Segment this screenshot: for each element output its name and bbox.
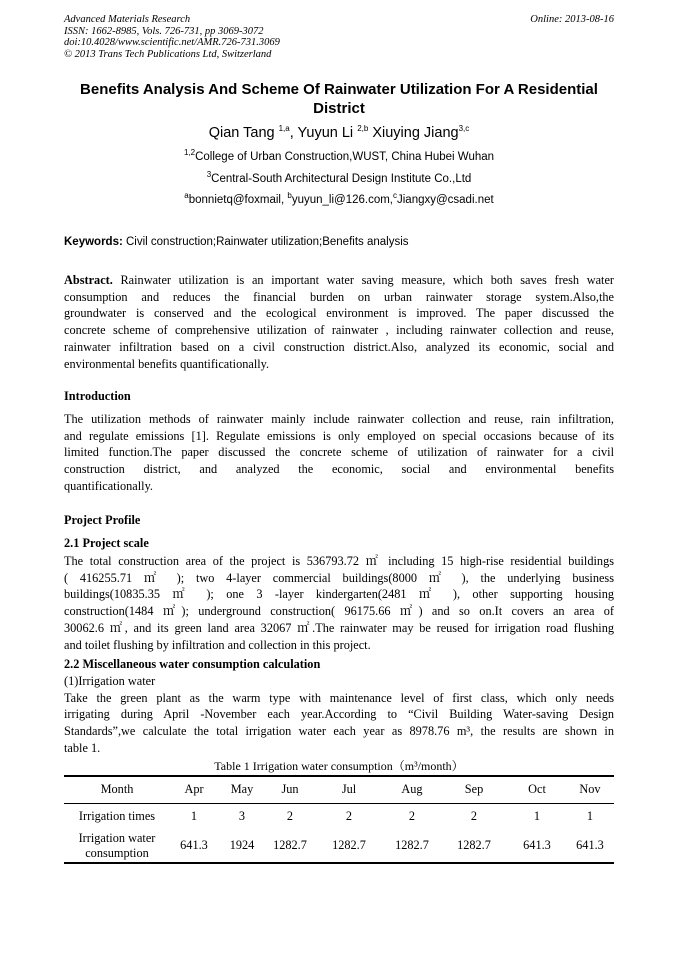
table-cell: 641.3	[508, 829, 566, 863]
table-row	[64, 829, 614, 863]
journal-name: Advanced Materials Research	[64, 14, 191, 25]
row-label: Irrigation times	[78, 808, 156, 823]
sec21-line: and toilet flushing by infiltration and collection in this project.	[64, 637, 371, 652]
irrigation-table	[64, 775, 614, 864]
copyright-line: © 2013 Trans Tech Publications Ltd, Switzerland	[64, 48, 272, 60]
sec21-line: 30062.6 ㎡, and its green land area 32067 ㎡.The rainwater may be reused for irrigation road flushing	[64, 620, 614, 635]
table-cell: 641.3	[566, 829, 614, 863]
aff-1-sup: 1,2	[183, 148, 196, 158]
abstract-line: consumption and reduces the financial burden on urban rainwater storage system.Also,the	[64, 289, 614, 304]
abstract-label: Abstract.	[64, 273, 113, 287]
sec21-line: construction(1484 ㎡); underground construction( 96175.66 ㎡) and so on.It covers an area of	[64, 604, 614, 619]
affiliation-2	[64, 170, 614, 185]
intro-line: limited function.The paper discussed the concrete scheme of utilization of rainwater for a civil	[64, 445, 614, 460]
section-2-2-text	[64, 673, 614, 757]
table-row	[64, 803, 614, 829]
row-label-line: Irrigation water	[78, 830, 156, 845]
author-3-sup: 3,c	[458, 124, 470, 134]
keywords-text: Civil construction;Rainwater utilization;Benefits analysis	[122, 236, 409, 248]
project-profile-heading: Project Profile	[64, 513, 141, 527]
issn-line: ISSN: 1662-8985, Vols. 726-731, pp 3069-3072	[64, 25, 264, 37]
table-cell: 641.3	[170, 829, 218, 863]
table-cell: 2	[286, 808, 294, 823]
author-1-sup: 1,a	[278, 124, 290, 134]
email-a[interactable]: bonnietq@foxmail,	[188, 194, 288, 206]
keywords	[64, 236, 409, 248]
author-list	[64, 125, 614, 141]
online-date: Online: 2013-08-16	[530, 14, 614, 25]
journal-header	[64, 14, 280, 60]
table-cell: 1282.7	[266, 829, 314, 863]
table-header-cell: May	[218, 776, 266, 803]
table-cell: 2	[470, 808, 478, 823]
affiliation-1	[64, 148, 614, 163]
sec22-subheading: (1)Irrigation water	[64, 674, 156, 688]
table-cell: 2	[345, 808, 353, 823]
sec21-line: buildings(10835.35 ㎡ ); one 3 -layer kindergarten(2481 ㎡ ), other supporting housing	[64, 587, 614, 602]
email-c-sup: c	[393, 191, 397, 201]
intro-line: construction district, and analyzed the economic, social and environmental benefits	[64, 462, 614, 477]
abstract-line: concrete scheme of comprehensive utilization of rainwater , including rainwater collection and reuse,	[64, 323, 614, 338]
aff-2-sup: 3	[206, 170, 212, 180]
author-2: , Yuyun Li	[289, 125, 358, 141]
title-line-2: District	[313, 100, 365, 117]
sec21-line: The total construction area of the project is 536793.72 ㎡ including 15 high-rise residential buildings	[64, 554, 614, 568]
email-a-sup: a	[184, 191, 189, 201]
table-cell: 1924	[218, 829, 266, 863]
intro-line: and regulate emissions [1]. Regulate emissions is only employed on special occasions because of its	[64, 428, 614, 443]
table-cell: 1	[533, 808, 541, 823]
author-1: Qian Tang	[208, 125, 279, 141]
section-2-1-text	[64, 553, 614, 653]
email-b[interactable]: yuyun_li@126.com,	[291, 194, 393, 206]
intro-line: quantificationally.	[64, 478, 154, 493]
title-line-1: Benefits Analysis And Scheme Of Rainwater Utilization For A Residential	[80, 81, 598, 98]
table-header-cell: Jun	[266, 776, 314, 803]
aff-1-text: College of Urban Construction,WUST, China Hubei Wuhan	[195, 151, 495, 163]
email-b-sup: b	[287, 191, 292, 201]
table-cell: 1	[586, 808, 594, 823]
table-header-cell: Apr	[170, 776, 218, 803]
table-cell: 3	[238, 808, 246, 823]
abstract	[64, 272, 614, 372]
abstract-line: Rainwater utilization is an important water saving measure, which both saves fresh water	[112, 273, 614, 287]
table-header-cell: Nov	[566, 776, 614, 803]
sec22-line: irrigating during April -November each year.According to “Civil Building Water-saving Design	[64, 707, 614, 722]
section-2-2-heading: 2.2 Miscellaneous water consumption calculation	[64, 657, 321, 671]
doi-line: doi:10.4028/www.scientific.net/AMR.726-731.3069	[64, 37, 280, 48]
table-header-cell: Oct	[508, 776, 566, 803]
section-2-1-heading: 2.1 Project scale	[64, 536, 149, 550]
row-label	[64, 829, 170, 863]
author-2-sup: 2,b	[357, 124, 369, 134]
abstract-line: rainwater infiltration based on a civil construction district.Also, analyzed its economic, social and	[64, 339, 614, 354]
table-cell: 1	[190, 808, 198, 823]
author-3: Xiuying Jiang	[368, 125, 459, 141]
email-line	[64, 191, 614, 206]
table-header-row	[64, 776, 614, 803]
table-header-cell: Sep	[440, 776, 508, 803]
table-cell: 1282.7	[314, 829, 384, 863]
table-cell: 1282.7	[440, 829, 508, 863]
introduction-heading: Introduction	[64, 389, 131, 403]
email-c[interactable]: Jiangxy@csadi.net	[397, 194, 494, 206]
table-header-cell: Aug	[384, 776, 440, 803]
keywords-label: Keywords:	[64, 236, 123, 248]
abstract-line: groundwater is conserved and the ecological environment is improved. The paper discussed the	[64, 306, 614, 321]
table-cell: 2	[408, 808, 416, 823]
sec21-line: ( 416255.71 ㎡ ); two 4-layer commercial buildings(8000 ㎡ ), the underlying business	[64, 570, 614, 585]
row-label-line: consumption	[85, 845, 149, 860]
aff-2-text: Central-South Architectural Design Institute Co.,Ltd	[211, 173, 472, 185]
sec22-line: table 1.	[64, 740, 101, 755]
table-header-cell: Month	[64, 776, 170, 803]
table-caption: Table 1 Irrigation water consumption（m³/month）	[214, 759, 464, 773]
sec22-line: Take the green plant as the warm type with maintenance level of first class, which only needs	[64, 690, 614, 705]
introduction-text	[64, 411, 614, 495]
sec22-line: Standards”,we calculate the total irrigation water each year as 8978.76 m³, the results are shown in	[64, 724, 614, 739]
table-header-cell: Jul	[314, 776, 384, 803]
abstract-line: environmental benefits quantificationally.	[64, 356, 270, 371]
paper-title	[64, 80, 614, 118]
table-cell: 1282.7	[384, 829, 440, 863]
intro-line: The utilization methods of rainwater mainly include rainwater collection and reuse, rain infiltration,	[64, 412, 614, 426]
